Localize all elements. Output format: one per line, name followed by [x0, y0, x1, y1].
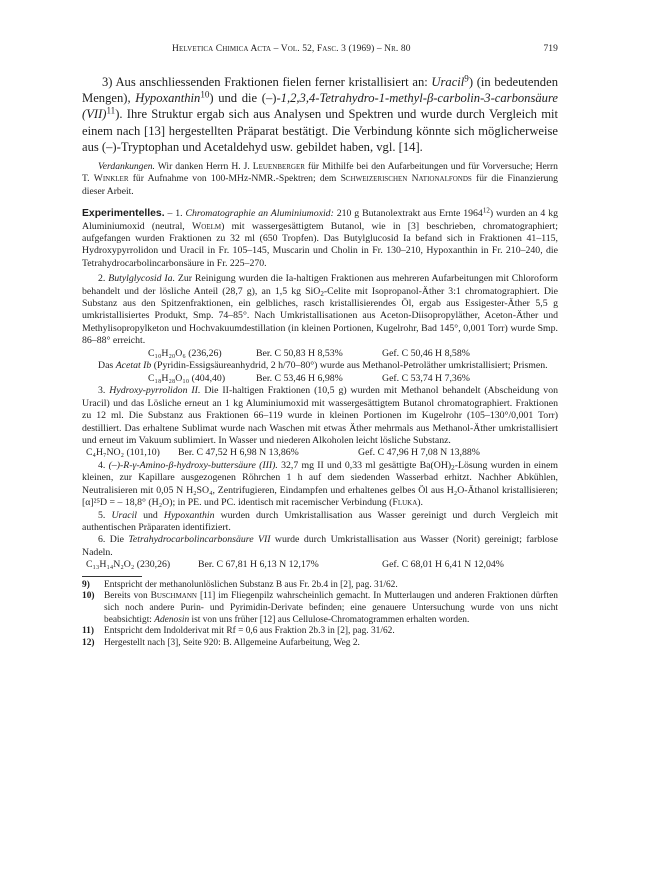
exp-paragraph-4: 4. (–)-R-γ-Amino-β-hydroxy-buttersäure (III). 32,7 mg II und 0,33 ml gesättigte $Ba(OH)_2$-Lösung wurden in einem kleinen, zur Kapillare ausgezogenen Röhrchen 1 h auf dem siedenden Wasserbad erhitzt. Nachher Abkühlen, Neutralisieren mit 0,05 N H₂SO₄, Zentrifugieren, Eindampfen und erhaltenes gelbes Öl aus H₂O-Äthanol kristallisieren; [α]²⁵D = – 18,8° (H₂O); in PE. und PC. identisch mit racemischer Verbindung (Fluka).: [82, 459, 558, 509]
hypoxanthin-term: Hypoxanthin: [135, 91, 201, 106]
footnote-ref-12: 12: [482, 206, 490, 215]
footnote-ref-9: 9: [464, 73, 469, 84]
ack-lead: Verdankungen.: [98, 161, 155, 173]
footnote-10: 10) Bereits von Buschmann [11] im Fliegenpilz wahrscheinlich gemacht. In Mutterlaugen und anderen Fraktionen dürften sich noch andere Purin- und Pyrimidin-Derivate befinden; eine genauere Untersuchung wurde von uns nicht beabsichtigt: Adenosin ist von uns früher [12] aus Cellulose-Chromatogrammen erhalten worden.: [82, 591, 558, 625]
analysis-line-1: C₁₀H₂₀O₆ (236,26) Ber. C 50,83 H 8,53% Gef. C 50,46 H 8,58%: [148, 347, 470, 359]
analysis-line-3: C₄H₇NO₂ (101,10) Ber. C 47,52 H 6,98 N 13,86% Gef. C 47,96 H 7,08 N 13,88%: [86, 447, 480, 459]
analysis-line-6: C₁₃H₁₄N₂O₂ (230,26) Ber. C 67,81 H 6,13 N 12,17% Gef. C 68,01 H 6,41 N 12,04%: [86, 559, 504, 571]
section-heading: Experimentelles.: [82, 208, 165, 220]
page-number: 719: [543, 44, 558, 54]
exp-paragraph-5: 5. Uracil und Hypoxanthin wurden durch Umkristallisation aus Wasser gereinigt und durch Vergleich mit authentischen Präparaten identifiziert.: [82, 509, 558, 533]
footnote-ref-11: 11: [106, 105, 116, 116]
analysis-line-2: C₁₈H₂₈O₁₀ (404,40) Ber. C 53,46 H 6,98% Gef. C 53,74 H 7,36%: [148, 372, 470, 384]
footnote-9: 9) Entspricht der methanolunlöslichen Substanz B aus Fr. 2b.4 in [2], pag. 31/62.: [82, 579, 398, 590]
exp-paragraph-2: 2. Butylglycosid Ia. Zur Reinigung wurden die Ia-haltigen Fraktionen aus mehreren Aufarbeitungen mit Chloroform behandelt und der lösliche Anteil (28,7 g), an 1,5 kg SiO$_2$-Celite mit Isopropanol-Äther 3:1 chromatographiert. Die Substanz aus den Spitzenfraktionen, ein gelbliches, rasch kristallisierendes Öl, ergab aus Essigester-Äther 5,5 g umkristallisiertes Produkt, Smp. 74–85°. Nach Umkristallisationen aus Aceton-Diisopropyläther, Aceton-Äther und Methylisopropylketon und Hochvakuumdestillation (in kleinen Portionen, Kugelrohr, Bad 145°, 0,001 Torr) wurde Smp. 86–88° erreicht.: [82, 273, 558, 347]
exp-paragraph-1: Experimentelles. – 1. Chromatographie an Aluminiumoxid: 210 g Butanolextrakt aus Ernte 1964$^{12}$) wurden an 4 kg Aluminiumoxid (neutral, Woelm) mit wassergesättigtem Butanol, wie in [3] beschrieben, chromatographiert; aufgefangen wurden Fraktionen zu 32 ml (650 Tropfen). Das Butylglucosid Ia befand sich in Fraktionen 41–115, Hydroxypyrrolidon und Uracil in Fr. 105–145, Muscarin und Cholin in Fr. 130–210, Hypoxanthin in Fr. 210–240, die Tetrahydrocarbolincarbonsäure in Fr. 225–270.: [82, 206, 558, 269]
exp-paragraph-acetate: Das Acetat Ib (Pyridin-Essigsäureanhydrid, 2 h/70–80°) wurde aus Methanol-Petroläther umkristallisiert; Prismen.: [98, 360, 548, 372]
footnote-ref-10: 10: [200, 89, 210, 100]
intro-paragraph: 3) Aus anschliessenden Fraktionen fielen ferner kristallisiert an: Uracil$^9$) (in bedeutenden Mengen), Hypoxanthin$^{10}$) und die (–)-1,2,3,4-Tetrahydro-1-methyl-β-carbolin-3-carbonsäure (VII)$^{11}$). Ihre Struktur ergab sich aus Analysen und Spektren und wurde durch Vergleich mit einem nach [13] hergestellten Präparat bestätigt. Die Verbindung könnte sich möglicherweise aus (–)-Tryptophan und Acetaldehyd usw. gebildet haben, vgl. [14].: [82, 73, 558, 154]
footnote-divider: [82, 576, 142, 577]
experimental-section: [82, 208, 558, 572]
footnote-11: 11) Entspricht dem Indolderivat mit Rf = 0,6 aus Fraktion 2b.3 in [2], pag. 31/62.: [82, 626, 395, 637]
compound-name: 1,2,3,4-Tetrahydro-1-methyl-β-carbolin-3-carbonsäure (VII): [82, 91, 558, 122]
exp-paragraph-3: 3. Hydroxy-pyrrolidon II. Die II-haltigen Fraktionen (10,5 g) wurden mit Methanol behandelt (Abscheidung von Uracil) und das Lösliche erneut an 1 kg Aluminiumoxid mit wassergesättigtem Butanol chromatographiert. Fraktionen zu 12 ml. Die Substanz aus Fraktionen 66–119 wurde in kleinen Portionen im Kugelrohr (105–130°/0,001 Torr) destilliert. Das erhaltene Sublimat wurde nach Waschen mit etwas Äther mehrmals aus Methanol-Äther umkristallisiert und erneut im Vakuum sublimiert. In Wasser und niederen Alkoholen leicht lösliche Substanz.: [82, 385, 558, 446]
footnotes: [82, 580, 558, 650]
running-head: Helvetica Chimica Acta – Vol. 52, Fasc. 3 (1969) – Nr. 80: [172, 44, 411, 54]
running-header: [82, 44, 558, 58]
exp-paragraph-6: 6. Die Tetrahydrocarbolincarbonsäure VII wurde durch Umkristallisation aus Wasser (Norit) gereinigt; farblose Nadeln.: [82, 534, 558, 558]
uracil-term: Uracil: [431, 75, 465, 89]
acknowledgement-paragraph: Verdankungen. Wir danken Herrn H. J. Leuenberger für Mithilfe bei den Aufarbeitungen und für Vorversuche; Herrn T. Winkler für Aufnahme von 100-MHz-NMR.-Spektren; dem Schweizerischen Nationalfonds für die Finanzierung dieser Arbeit.: [82, 161, 558, 197]
page: [82, 44, 558, 649]
footnote-12: 12) Hergestellt nach [3], Seite 920: B. Allgemeine Aufarbeitung, Weg 2.: [82, 637, 360, 648]
